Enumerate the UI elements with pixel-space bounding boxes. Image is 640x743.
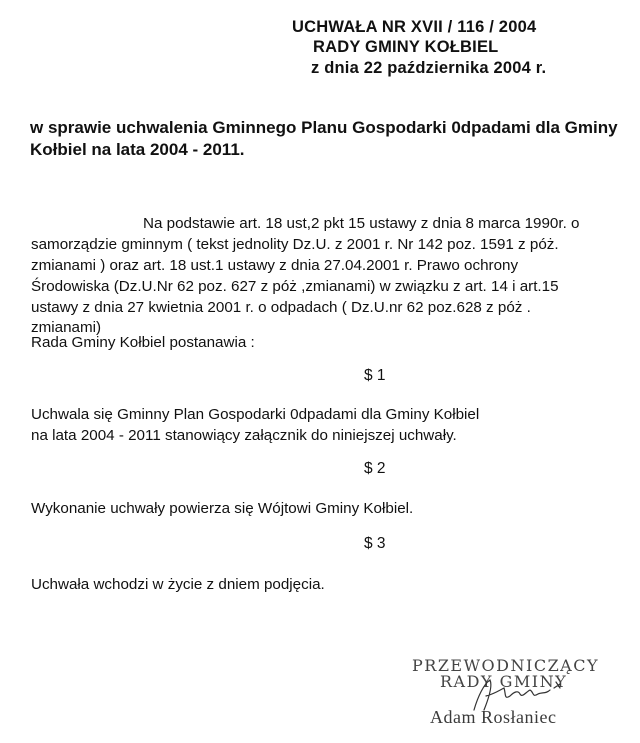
paragraph-2-line-1: Wykonanie uchwały powierza się Wójtowi Gminy Kołbiel. — [31, 500, 414, 517]
resolution-date: z dnia 22 października 2004 r. — [311, 59, 547, 77]
preamble-line-2: samorządzie gminnym ( tekst jednolity Dz.U. z 2001 r. Nr 142 poz. 1591 z póż. — [31, 236, 559, 253]
paragraph-1-line-2: na lata 2004 - 2011 stanowiący załącznik do niniejszej uchwały. — [31, 427, 457, 444]
paragraph-3-sign: $ 3 — [364, 535, 386, 552]
council-name: RADY GMINY KOŁBIEL — [313, 38, 499, 56]
stamp-council: RADY GMINY — [440, 672, 568, 691]
preamble-line-4: Środowiska (Dz.U.Nr 62 poz. 627 z póż ,zmianami) w związku z art. 14 i art.15 — [31, 278, 559, 295]
resolution-number: UCHWAŁA NR XVII / 116 / 2004 — [292, 18, 537, 36]
stamp-title: PRZEWODNICZĄCY — [412, 656, 600, 675]
subject-line-2: Kołbiel na lata 2004 - 2011. — [30, 140, 245, 159]
preamble-line-5: ustawy z dnia 27 kwietnia 2001 r. o odpadach ( Dz.U.nr 62 poz.628 z póż . — [31, 299, 531, 316]
signatory-name: Adam Rosłaniec — [430, 707, 557, 727]
paragraph-2-sign: $ 2 — [364, 460, 386, 477]
preamble-line-6: zmianami) — [31, 319, 102, 336]
preamble-line-1: Na podstawie art. 18 ust,2 pkt 15 ustawy z dnia 8 marca 1990r. o — [143, 215, 580, 232]
preamble-line-7: Rada Gminy Kołbiel postanawia : — [31, 334, 255, 351]
paragraph-3-line-1: Uchwała wchodzi w życie z dniem podjęcia. — [31, 576, 325, 593]
paragraph-1-sign: $ 1 — [364, 367, 386, 384]
subject-line-1: w sprawie uchwalenia Gminnego Planu Gospodarki 0dpadami dla Gminy — [30, 118, 618, 137]
preamble-line-3: zmianami ) oraz art. 18 ust.1 ustawy z dnia 27.04.2001 r. Prawo ochrony — [31, 257, 519, 274]
paragraph-1-line-1: Uchwala się Gminny Plan Gospodarki 0dpadami dla Gminy Kołbiel — [31, 406, 480, 423]
